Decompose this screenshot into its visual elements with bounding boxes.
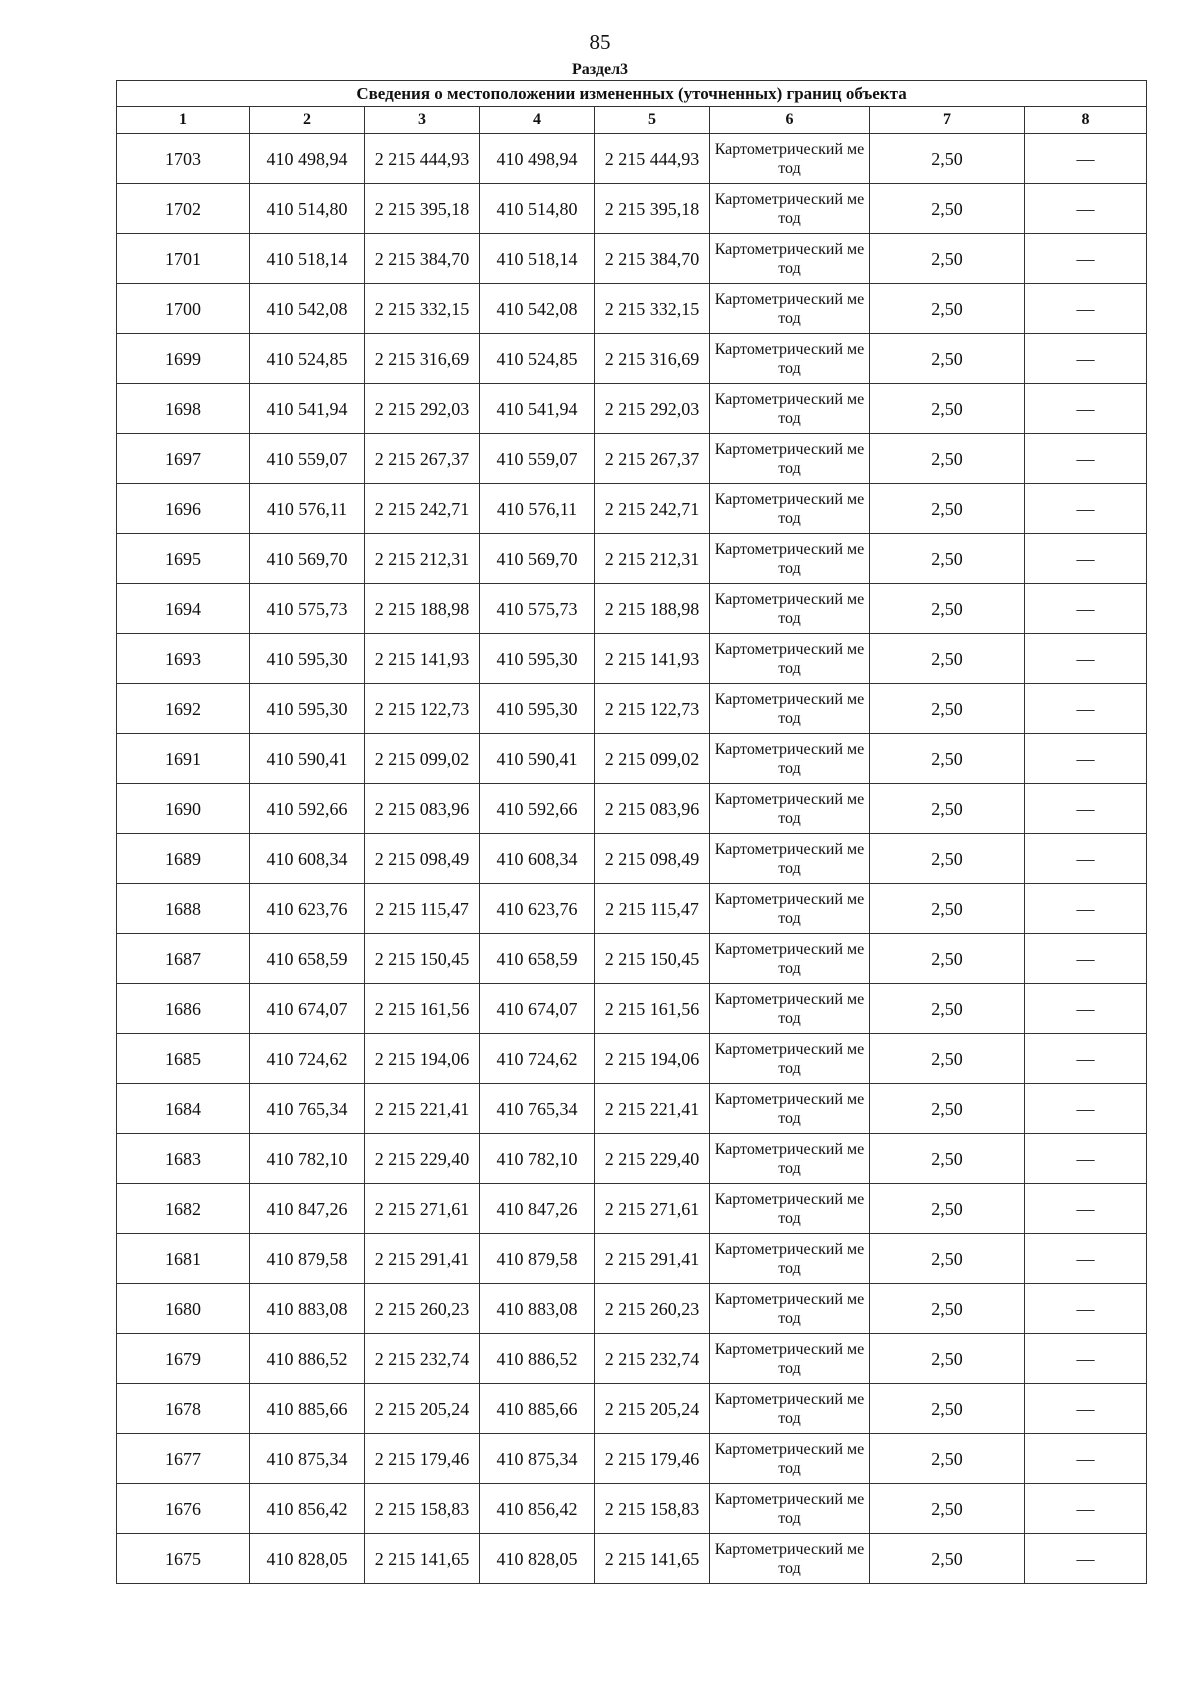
- accuracy-cell: 2,50: [870, 184, 1025, 234]
- table-row: [117, 784, 1147, 834]
- point-number-cell: 1696: [117, 484, 250, 534]
- description-cell: —: [1025, 1234, 1147, 1284]
- x-old-cell: 410 765,34: [250, 1084, 365, 1134]
- description-cell: —: [1025, 834, 1147, 884]
- method-cell: Картометрический метод: [710, 1434, 870, 1484]
- y-old-cell: 2 215 395,18: [365, 184, 480, 234]
- y-old-cell: 2 215 158,83: [365, 1484, 480, 1534]
- accuracy-cell: 2,50: [870, 734, 1025, 784]
- point-number-cell: 1685: [117, 1034, 250, 1084]
- accuracy-cell: 2,50: [870, 1234, 1025, 1284]
- point-number-cell: 1693: [117, 634, 250, 684]
- point-number-cell: 1687: [117, 934, 250, 984]
- y-old-cell: 2 215 141,65: [365, 1534, 480, 1584]
- description-cell: —: [1025, 634, 1147, 684]
- accuracy-cell: 2,50: [870, 134, 1025, 184]
- column-number: 1: [117, 107, 250, 134]
- accuracy-cell: 2,50: [870, 1184, 1025, 1234]
- y-new-cell: 2 215 141,65: [595, 1534, 710, 1584]
- x-new-cell: 410 765,34: [480, 1084, 595, 1134]
- y-new-cell: 2 215 098,49: [595, 834, 710, 884]
- x-new-cell: 410 518,14: [480, 234, 595, 284]
- y-new-cell: 2 215 212,31: [595, 534, 710, 584]
- column-number: 6: [710, 107, 870, 134]
- table-body: [117, 134, 1147, 1584]
- y-new-cell: 2 215 221,41: [595, 1084, 710, 1134]
- description-cell: —: [1025, 1134, 1147, 1184]
- x-old-cell: 410 724,62: [250, 1034, 365, 1084]
- y-old-cell: 2 215 115,47: [365, 884, 480, 934]
- column-number: 8: [1025, 107, 1147, 134]
- accuracy-cell: 2,50: [870, 234, 1025, 284]
- y-new-cell: 2 215 271,61: [595, 1184, 710, 1234]
- method-cell: Картометрический метод: [710, 284, 870, 334]
- description-cell: —: [1025, 1034, 1147, 1084]
- x-old-cell: 410 828,05: [250, 1534, 365, 1584]
- description-cell: —: [1025, 1084, 1147, 1134]
- table-row: [117, 584, 1147, 634]
- method-cell: Картометрический метод: [710, 1534, 870, 1584]
- accuracy-cell: 2,50: [870, 684, 1025, 734]
- table-row: [117, 834, 1147, 884]
- table-row: [117, 634, 1147, 684]
- y-new-cell: 2 215 232,74: [595, 1334, 710, 1384]
- description-cell: —: [1025, 1434, 1147, 1484]
- x-new-cell: 410 883,08: [480, 1284, 595, 1334]
- y-new-cell: 2 215 332,15: [595, 284, 710, 334]
- method-cell: Картометрический метод: [710, 1084, 870, 1134]
- method-cell: Картометрический метод: [710, 334, 870, 384]
- method-cell: Картометрический метод: [710, 734, 870, 784]
- x-new-cell: 410 592,66: [480, 784, 595, 834]
- method-cell: Картометрический метод: [710, 534, 870, 584]
- y-old-cell: 2 215 332,15: [365, 284, 480, 334]
- x-new-cell: 410 559,07: [480, 434, 595, 484]
- table-row: [117, 1034, 1147, 1084]
- accuracy-cell: 2,50: [870, 634, 1025, 684]
- table-row: [117, 984, 1147, 1034]
- point-number-cell: 1694: [117, 584, 250, 634]
- description-cell: —: [1025, 684, 1147, 734]
- table-row: [117, 234, 1147, 284]
- x-new-cell: 410 879,58: [480, 1234, 595, 1284]
- point-number-cell: 1703: [117, 134, 250, 184]
- y-new-cell: 2 215 122,73: [595, 684, 710, 734]
- accuracy-cell: 2,50: [870, 584, 1025, 634]
- point-number-cell: 1679: [117, 1334, 250, 1384]
- method-cell: Картометрический метод: [710, 134, 870, 184]
- table-row: [117, 734, 1147, 784]
- y-old-cell: 2 215 221,41: [365, 1084, 480, 1134]
- x-old-cell: 410 856,42: [250, 1484, 365, 1534]
- table-row: [117, 534, 1147, 584]
- y-old-cell: 2 215 260,23: [365, 1284, 480, 1334]
- x-new-cell: 410 576,11: [480, 484, 595, 534]
- method-cell: Картометрический метод: [710, 884, 870, 934]
- point-number-cell: 1682: [117, 1184, 250, 1234]
- x-old-cell: 410 498,94: [250, 134, 365, 184]
- x-new-cell: 410 856,42: [480, 1484, 595, 1534]
- accuracy-cell: 2,50: [870, 834, 1025, 884]
- x-old-cell: 410 847,26: [250, 1184, 365, 1234]
- point-number-cell: 1681: [117, 1234, 250, 1284]
- x-new-cell: 410 595,30: [480, 684, 595, 734]
- table-row: [117, 484, 1147, 534]
- y-new-cell: 2 215 141,93: [595, 634, 710, 684]
- method-cell: Картометрический метод: [710, 584, 870, 634]
- table-row: [117, 1434, 1147, 1484]
- y-old-cell: 2 215 384,70: [365, 234, 480, 284]
- accuracy-cell: 2,50: [870, 484, 1025, 534]
- table-row: [117, 434, 1147, 484]
- y-old-cell: 2 215 316,69: [365, 334, 480, 384]
- y-old-cell: 2 215 205,24: [365, 1384, 480, 1434]
- point-number-cell: 1699: [117, 334, 250, 384]
- x-old-cell: 410 886,52: [250, 1334, 365, 1384]
- accuracy-cell: 2,50: [870, 534, 1025, 584]
- y-new-cell: 2 215 444,93: [595, 134, 710, 184]
- table-row: [117, 1134, 1147, 1184]
- description-cell: —: [1025, 784, 1147, 834]
- x-old-cell: 410 674,07: [250, 984, 365, 1034]
- y-new-cell: 2 215 194,06: [595, 1034, 710, 1084]
- accuracy-cell: 2,50: [870, 1384, 1025, 1434]
- y-old-cell: 2 215 188,98: [365, 584, 480, 634]
- accuracy-cell: 2,50: [870, 1334, 1025, 1384]
- x-new-cell: 410 875,34: [480, 1434, 595, 1484]
- y-old-cell: 2 215 098,49: [365, 834, 480, 884]
- y-new-cell: 2 215 384,70: [595, 234, 710, 284]
- point-number-cell: 1675: [117, 1534, 250, 1584]
- point-number-cell: 1680: [117, 1284, 250, 1334]
- x-old-cell: 410 542,08: [250, 284, 365, 334]
- x-old-cell: 410 575,73: [250, 584, 365, 634]
- page-number: 85: [589, 30, 611, 54]
- point-number-cell: 1702: [117, 184, 250, 234]
- y-new-cell: 2 215 158,83: [595, 1484, 710, 1534]
- accuracy-cell: 2,50: [870, 1134, 1025, 1184]
- coordinates-table: [116, 80, 1147, 1584]
- method-cell: Картометрический метод: [710, 1034, 870, 1084]
- x-old-cell: 410 595,30: [250, 634, 365, 684]
- y-old-cell: 2 215 150,45: [365, 934, 480, 984]
- point-number-cell: 1698: [117, 384, 250, 434]
- method-cell: Картометрический метод: [710, 934, 870, 984]
- y-old-cell: 2 215 271,61: [365, 1184, 480, 1234]
- x-old-cell: 410 592,66: [250, 784, 365, 834]
- x-new-cell: 410 674,07: [480, 984, 595, 1034]
- description-cell: —: [1025, 484, 1147, 534]
- y-old-cell: 2 215 242,71: [365, 484, 480, 534]
- description-cell: —: [1025, 1484, 1147, 1534]
- point-number-cell: 1677: [117, 1434, 250, 1484]
- y-old-cell: 2 215 212,31: [365, 534, 480, 584]
- description-cell: —: [1025, 934, 1147, 984]
- x-old-cell: 410 576,11: [250, 484, 365, 534]
- method-cell: Картометрический метод: [710, 184, 870, 234]
- x-new-cell: 410 885,66: [480, 1384, 595, 1434]
- y-old-cell: 2 215 161,56: [365, 984, 480, 1034]
- point-number-cell: 1678: [117, 1384, 250, 1434]
- description-cell: —: [1025, 134, 1147, 184]
- point-number-cell: 1701: [117, 234, 250, 284]
- table-caption: Сведения о местоположении измененных (уточненных) границ объекта: [117, 81, 1147, 107]
- accuracy-cell: 2,50: [870, 434, 1025, 484]
- x-old-cell: 410 885,66: [250, 1384, 365, 1434]
- y-old-cell: 2 215 194,06: [365, 1034, 480, 1084]
- x-old-cell: 410 518,14: [250, 234, 365, 284]
- x-old-cell: 410 875,34: [250, 1434, 365, 1484]
- x-new-cell: 410 847,26: [480, 1184, 595, 1234]
- y-old-cell: 2 215 292,03: [365, 384, 480, 434]
- y-new-cell: 2 215 188,98: [595, 584, 710, 634]
- description-cell: —: [1025, 534, 1147, 584]
- description-cell: —: [1025, 234, 1147, 284]
- x-old-cell: 410 782,10: [250, 1134, 365, 1184]
- description-cell: —: [1025, 184, 1147, 234]
- y-old-cell: 2 215 099,02: [365, 734, 480, 784]
- y-new-cell: 2 215 205,24: [595, 1384, 710, 1434]
- table-row: [117, 1534, 1147, 1584]
- x-new-cell: 410 575,73: [480, 584, 595, 634]
- x-old-cell: 410 514,80: [250, 184, 365, 234]
- accuracy-cell: 2,50: [870, 284, 1025, 334]
- accuracy-cell: 2,50: [870, 934, 1025, 984]
- method-cell: Картометрический метод: [710, 384, 870, 434]
- table-row: [117, 1234, 1147, 1284]
- x-new-cell: 410 595,30: [480, 634, 595, 684]
- description-cell: —: [1025, 1384, 1147, 1434]
- description-cell: —: [1025, 1284, 1147, 1334]
- method-cell: Картометрический метод: [710, 634, 870, 684]
- accuracy-cell: 2,50: [870, 1534, 1025, 1584]
- x-old-cell: 410 608,34: [250, 834, 365, 884]
- table-row: [117, 134, 1147, 184]
- table-row: [117, 334, 1147, 384]
- x-new-cell: 410 569,70: [480, 534, 595, 584]
- table-row: [117, 1484, 1147, 1534]
- section-title: Раздел3: [571, 61, 629, 78]
- y-new-cell: 2 215 099,02: [595, 734, 710, 784]
- y-old-cell: 2 215 083,96: [365, 784, 480, 834]
- description-cell: —: [1025, 1534, 1147, 1584]
- point-number-cell: 1683: [117, 1134, 250, 1184]
- table-row: [117, 1184, 1147, 1234]
- point-number-cell: 1695: [117, 534, 250, 584]
- table-row: [117, 1334, 1147, 1384]
- accuracy-cell: 2,50: [870, 1284, 1025, 1334]
- point-number-cell: 1690: [117, 784, 250, 834]
- table-row: [117, 384, 1147, 434]
- y-new-cell: 2 215 229,40: [595, 1134, 710, 1184]
- y-new-cell: 2 215 260,23: [595, 1284, 710, 1334]
- point-number-cell: 1697: [117, 434, 250, 484]
- x-old-cell: 410 524,85: [250, 334, 365, 384]
- method-cell: Картометрический метод: [710, 1284, 870, 1334]
- x-new-cell: 410 498,94: [480, 134, 595, 184]
- method-cell: Картометрический метод: [710, 484, 870, 534]
- description-cell: —: [1025, 884, 1147, 934]
- description-cell: —: [1025, 1334, 1147, 1384]
- y-new-cell: 2 215 316,69: [595, 334, 710, 384]
- description-cell: —: [1025, 384, 1147, 434]
- column-number: 4: [480, 107, 595, 134]
- point-number-cell: 1686: [117, 984, 250, 1034]
- x-new-cell: 410 886,52: [480, 1334, 595, 1384]
- accuracy-cell: 2,50: [870, 784, 1025, 834]
- column-number: 3: [365, 107, 480, 134]
- method-cell: Картометрический метод: [710, 984, 870, 1034]
- x-old-cell: 410 541,94: [250, 384, 365, 434]
- point-number-cell: 1692: [117, 684, 250, 734]
- accuracy-cell: 2,50: [870, 384, 1025, 434]
- description-cell: —: [1025, 1184, 1147, 1234]
- table-row: [117, 884, 1147, 934]
- table-row: [117, 184, 1147, 234]
- y-new-cell: 2 215 291,41: [595, 1234, 710, 1284]
- column-number: 2: [250, 107, 365, 134]
- column-number-row: [117, 107, 1147, 134]
- y-new-cell: 2 215 267,37: [595, 434, 710, 484]
- accuracy-cell: 2,50: [870, 1084, 1025, 1134]
- method-cell: Картометрический метод: [710, 1484, 870, 1534]
- table-row: [117, 934, 1147, 984]
- x-old-cell: 410 623,76: [250, 884, 365, 934]
- point-number-cell: 1676: [117, 1484, 250, 1534]
- x-old-cell: 410 569,70: [250, 534, 365, 584]
- y-old-cell: 2 215 122,73: [365, 684, 480, 734]
- x-old-cell: 410 883,08: [250, 1284, 365, 1334]
- y-new-cell: 2 215 292,03: [595, 384, 710, 434]
- x-old-cell: 410 559,07: [250, 434, 365, 484]
- method-cell: Картометрический метод: [710, 1384, 870, 1434]
- x-old-cell: 410 879,58: [250, 1234, 365, 1284]
- method-cell: Картометрический метод: [710, 1334, 870, 1384]
- accuracy-cell: 2,50: [870, 1034, 1025, 1084]
- y-old-cell: 2 215 232,74: [365, 1334, 480, 1384]
- y-new-cell: 2 215 083,96: [595, 784, 710, 834]
- description-cell: —: [1025, 584, 1147, 634]
- point-number-cell: 1689: [117, 834, 250, 884]
- x-new-cell: 410 524,85: [480, 334, 595, 384]
- y-old-cell: 2 215 444,93: [365, 134, 480, 184]
- accuracy-cell: 2,50: [870, 984, 1025, 1034]
- accuracy-cell: 2,50: [870, 1434, 1025, 1484]
- y-old-cell: 2 215 141,93: [365, 634, 480, 684]
- column-number: 5: [595, 107, 710, 134]
- method-cell: Картометрический метод: [710, 784, 870, 834]
- method-cell: Картометрический метод: [710, 834, 870, 884]
- table-row: [117, 284, 1147, 334]
- description-cell: —: [1025, 734, 1147, 784]
- table-row: [117, 684, 1147, 734]
- y-old-cell: 2 215 291,41: [365, 1234, 480, 1284]
- point-number-cell: 1684: [117, 1084, 250, 1134]
- description-cell: —: [1025, 284, 1147, 334]
- description-cell: —: [1025, 334, 1147, 384]
- accuracy-cell: 2,50: [870, 884, 1025, 934]
- table-row: [117, 1084, 1147, 1134]
- x-new-cell: 410 724,62: [480, 1034, 595, 1084]
- point-number-cell: 1700: [117, 284, 250, 334]
- description-cell: —: [1025, 434, 1147, 484]
- y-new-cell: 2 215 150,45: [595, 934, 710, 984]
- x-old-cell: 410 595,30: [250, 684, 365, 734]
- method-cell: Картометрический метод: [710, 1184, 870, 1234]
- y-old-cell: 2 215 267,37: [365, 434, 480, 484]
- x-new-cell: 410 623,76: [480, 884, 595, 934]
- method-cell: Картометрический метод: [710, 1234, 870, 1284]
- accuracy-cell: 2,50: [870, 334, 1025, 384]
- y-new-cell: 2 215 179,46: [595, 1434, 710, 1484]
- y-old-cell: 2 215 229,40: [365, 1134, 480, 1184]
- description-cell: —: [1025, 984, 1147, 1034]
- method-cell: Картометрический метод: [710, 434, 870, 484]
- y-new-cell: 2 215 242,71: [595, 484, 710, 534]
- x-new-cell: 410 828,05: [480, 1534, 595, 1584]
- x-new-cell: 410 590,41: [480, 734, 595, 784]
- point-number-cell: 1688: [117, 884, 250, 934]
- y-new-cell: 2 215 161,56: [595, 984, 710, 1034]
- column-number: 7: [870, 107, 1025, 134]
- y-old-cell: 2 215 179,46: [365, 1434, 480, 1484]
- x-new-cell: 410 782,10: [480, 1134, 595, 1184]
- method-cell: Картометрический метод: [710, 234, 870, 284]
- y-new-cell: 2 215 395,18: [595, 184, 710, 234]
- table-row: [117, 1284, 1147, 1334]
- point-number-cell: 1691: [117, 734, 250, 784]
- x-new-cell: 410 514,80: [480, 184, 595, 234]
- x-old-cell: 410 658,59: [250, 934, 365, 984]
- x-new-cell: 410 542,08: [480, 284, 595, 334]
- x-new-cell: 410 658,59: [480, 934, 595, 984]
- method-cell: Картометрический метод: [710, 684, 870, 734]
- accuracy-cell: 2,50: [870, 1484, 1025, 1534]
- table-row: [117, 1384, 1147, 1434]
- x-old-cell: 410 590,41: [250, 734, 365, 784]
- method-cell: Картометрический метод: [710, 1134, 870, 1184]
- x-new-cell: 410 608,34: [480, 834, 595, 884]
- x-new-cell: 410 541,94: [480, 384, 595, 434]
- y-new-cell: 2 215 115,47: [595, 884, 710, 934]
